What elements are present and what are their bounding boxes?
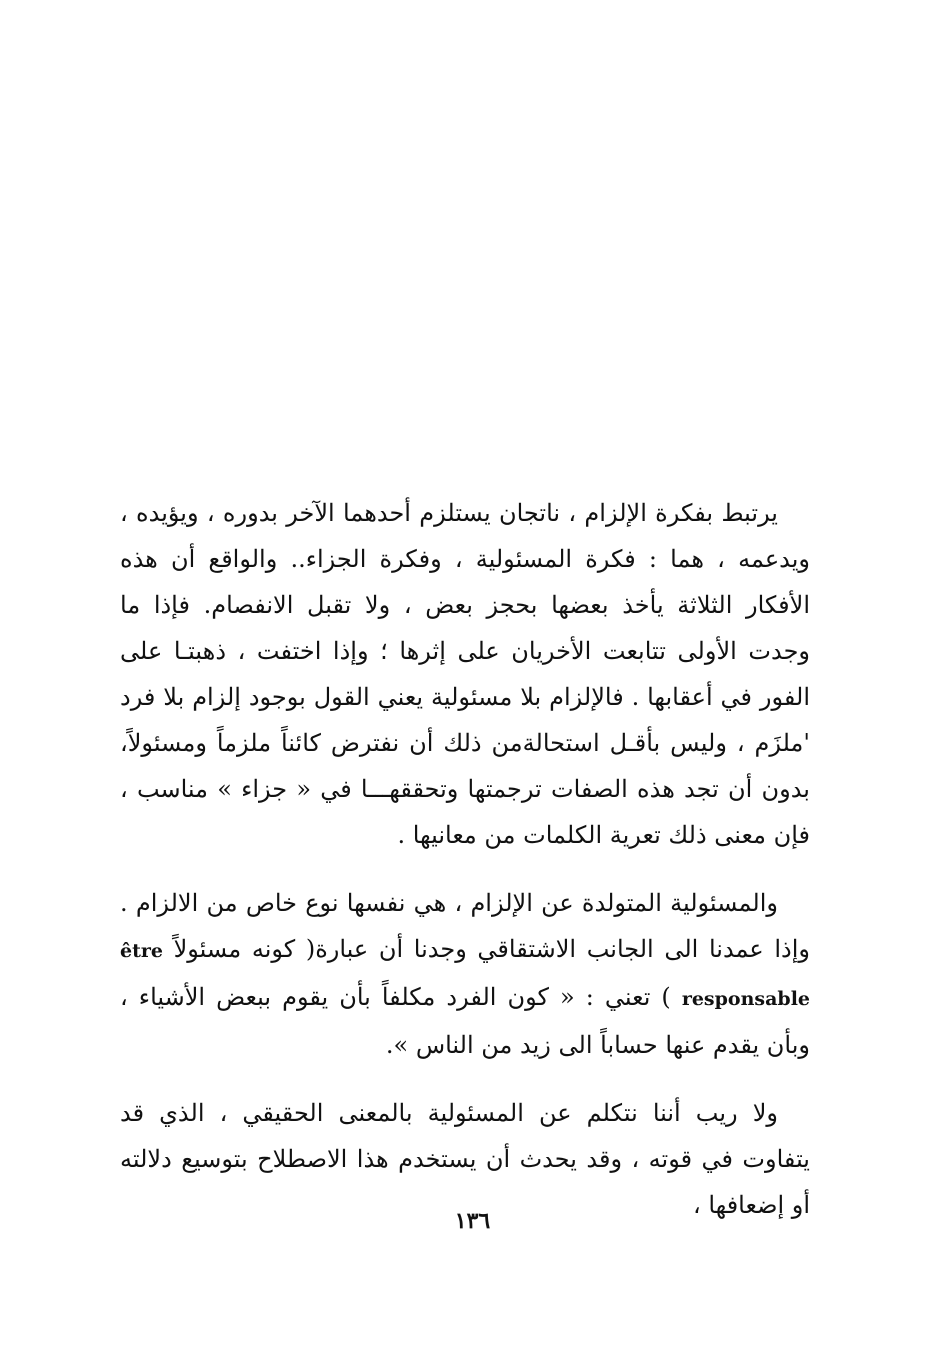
paragraph-3: ولا ريب أننا نتكلم عن المسئولية بالمعنى الحقيقي ، الذي قد يتفاوت في قوته ، وقد يحدث أن يستخدم هذا الاصطلاح بتوسيع دلالته أو إضعافها ،: [120, 1099, 810, 1219]
paragraph-2-text-after: ) تعني : « كون الفرد مكلفاً بأن يقوم ببعض الأشياء ، وبأن يقدم عنها حساباً الى زيد من الناس ».: [120, 983, 810, 1059]
page-number: ١٣٦: [454, 1208, 491, 1234]
paragraph-1: يرتبط بفكرة الإلزام ، ناتجان يستلزم أحدهما الآخر بدوره ، ويؤيده ، ويدعمه ، هما : فكرة المسئولية ، وفكرة الجزاء.. والواقع أن هذه الأفكار الثلاثة يأخذ بعضها بحجز بعض ، ولا تقبل الانفصام. فإذا ما وجدت الأولى تتابعت الأخريان على إثرها ؛ وإذا اختفت ، ذهبتـا على الفور في أعقابها . فالإلزام بلا مسئولية يعني القول بوجود إلزام بلا فرد 'ملزَم ، وليس بأقـل استحالةمن ذلك أن نفترض كائناً ملزماً ومسئولاً، بدون أن تجد هذه الصفات ترجمتها وتحققهـــا في « جزاء » مناسب ، فإن معنى ذلك تعرية الكلمات من معانيها .: [120, 499, 810, 849]
paragraph-2-text-before: والمسئولية المتولدة عن الإلزام ، هي نفسها نوع خاص من الالزام . وإذا عمدنا الى الجانب الاشتقاقي وجدنا أن عبارة( كونه مسئولاً: [120, 889, 810, 963]
paragraph-2: [120, 880, 810, 1068]
french-term: être responsable: [120, 940, 810, 1010]
